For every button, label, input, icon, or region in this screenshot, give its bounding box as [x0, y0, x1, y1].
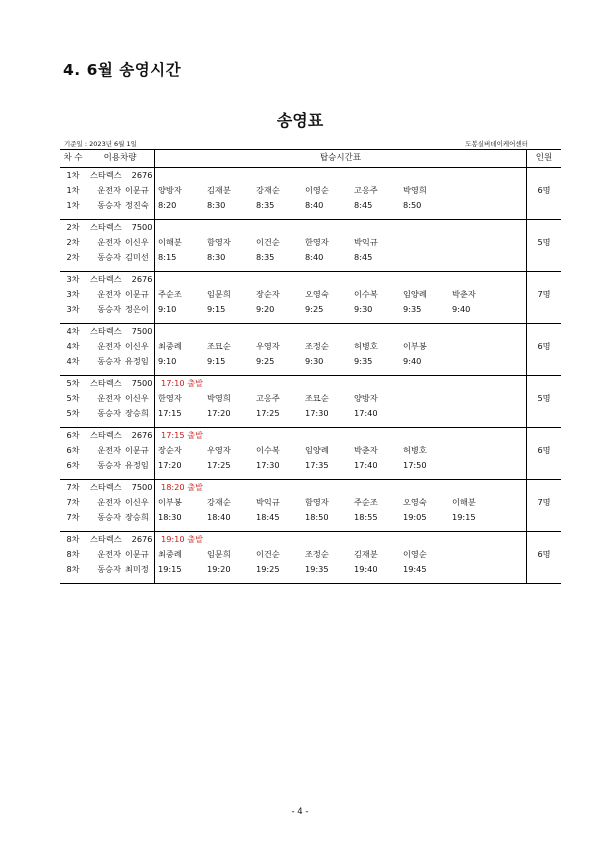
passenger-name: 한영자 — [158, 393, 182, 403]
driver-name: 이신우 — [125, 341, 149, 351]
passenger-name: 고응주 — [354, 185, 378, 195]
vehicle-model: 스타렉스 — [90, 482, 122, 492]
trip-no: 5차 — [60, 376, 86, 392]
passenger-name: 임양례 — [305, 445, 329, 455]
driver-role: 운전자 — [97, 289, 121, 299]
passenger-name: 양방자 — [158, 185, 182, 195]
table-row — [60, 547, 561, 562]
helper-cell — [86, 510, 155, 525]
helper-role: 동승자 — [97, 356, 121, 366]
departure-time: 17:15 출발 — [161, 430, 204, 440]
passenger-name: 강재순 — [256, 185, 280, 195]
trip-no: 7차 — [60, 480, 86, 496]
departure-cell — [155, 168, 527, 184]
capacity-cell — [527, 480, 562, 496]
document-title: 송영표 — [276, 111, 324, 130]
vehicle-number: 2676 — [131, 534, 153, 544]
helper-cell — [86, 562, 155, 577]
vehicle-model: 스타렉스 — [90, 430, 122, 440]
driver-name: 이신우 — [125, 393, 149, 403]
passenger-name: 오영숙 — [305, 289, 329, 299]
spacer-cell — [527, 577, 562, 584]
vehicle-cell — [86, 532, 155, 548]
driver-cell — [86, 183, 155, 198]
header-schedule: 탑승시간표 — [155, 150, 527, 168]
helper-role: 동승자 — [97, 304, 121, 314]
table-row — [60, 302, 561, 317]
passenger-name: 임양례 — [403, 289, 427, 299]
departure-cell — [155, 220, 527, 236]
trip-no: 6차 — [66, 460, 80, 470]
vehicle-number: 2676 — [131, 170, 153, 180]
passenger-name: 주순조 — [158, 289, 182, 299]
capacity-cell — [527, 458, 562, 473]
vehicle-number: 7500 — [131, 222, 153, 232]
table-row — [60, 324, 561, 340]
departure-cell — [155, 272, 527, 288]
boarding-time: 17:40 — [354, 460, 378, 470]
driver-name: 이문규 — [125, 185, 149, 195]
boarding-time: 8:40 — [305, 252, 324, 262]
helper-name: 정은이 — [125, 304, 149, 314]
passenger-name: 박춘자 — [354, 445, 378, 455]
passenger-cell — [155, 547, 527, 562]
boarding-time: 8:20 — [158, 200, 177, 210]
vehicle-cell — [86, 220, 155, 236]
boarding-time: 18:45 — [256, 512, 280, 522]
table-row — [60, 480, 561, 496]
passenger-cell — [155, 339, 527, 354]
table-row — [60, 220, 561, 236]
trip-no: 2차 — [60, 220, 86, 236]
boarding-time: 17:25 — [256, 408, 280, 418]
boarding-time: 9:15 — [207, 356, 226, 366]
boarding-time: 18:40 — [207, 512, 231, 522]
boarding-time: 8:35 — [256, 200, 275, 210]
departure-cell — [155, 480, 527, 496]
organization-name: 도봉실버데이케어센터 — [465, 140, 528, 148]
driver-role: 운전자 — [97, 497, 121, 507]
table-row — [60, 391, 561, 406]
time-cell — [155, 406, 527, 421]
trip-no: 1차 — [66, 185, 80, 195]
departure-cell — [155, 376, 527, 392]
passenger-name: 장순자 — [158, 445, 182, 455]
helper-name: 유정임 — [125, 356, 149, 366]
capacity-cell — [527, 376, 562, 392]
table-row — [60, 510, 561, 525]
driver-role: 운전자 — [97, 341, 121, 351]
table-row — [60, 376, 561, 392]
passenger-name: 조묘순 — [305, 393, 329, 403]
boarding-time: 9:20 — [256, 304, 275, 314]
trip-no: 2차 — [66, 237, 80, 247]
boarding-time: 8:45 — [354, 200, 373, 210]
driver-cell — [86, 547, 155, 562]
capacity-count: 6명 — [527, 183, 562, 198]
boarding-time: 8:45 — [354, 252, 373, 262]
passenger-name: 이해분 — [158, 237, 182, 247]
boarding-time: 17:30 — [305, 408, 329, 418]
helper-role: 동승자 — [97, 460, 121, 470]
table-row — [60, 495, 561, 510]
driver-role: 운전자 — [97, 185, 121, 195]
passenger-name: 허병호 — [403, 445, 427, 455]
table-row — [60, 532, 561, 548]
passenger-name: 양방자 — [354, 393, 378, 403]
table-row — [60, 287, 561, 302]
passenger-cell — [155, 443, 527, 458]
passenger-name: 임문희 — [207, 289, 231, 299]
helper-role: 동승자 — [97, 252, 121, 262]
boarding-time: 9:10 — [158, 304, 177, 314]
driver-name: 이문규 — [125, 289, 149, 299]
boarding-time: 19:45 — [403, 564, 427, 574]
trip-no: 6차 — [66, 445, 80, 455]
boarding-time: 9:15 — [207, 304, 226, 314]
boarding-time: 9:35 — [403, 304, 422, 314]
trip-no: 5차 — [66, 408, 80, 418]
boarding-time: 17:25 — [207, 460, 231, 470]
capacity-cell — [527, 198, 562, 213]
helper-cell — [86, 250, 155, 265]
helper-cell — [86, 198, 155, 213]
passenger-name: 조정순 — [305, 549, 329, 559]
passenger-cell — [155, 235, 527, 250]
capacity-cell — [527, 406, 562, 421]
trip-no: 3차 — [60, 272, 86, 288]
schedule-table — [60, 149, 561, 584]
capacity-cell — [527, 272, 562, 288]
capacity-cell — [527, 532, 562, 548]
passenger-cell — [155, 287, 527, 302]
passenger-name: 강재순 — [207, 497, 231, 507]
passenger-cell — [155, 183, 527, 198]
table-row — [60, 458, 561, 473]
driver-role: 운전자 — [97, 393, 121, 403]
trip-no: 4차 — [66, 356, 80, 366]
departure-cell — [155, 532, 527, 548]
trip-no: 7차 — [66, 512, 80, 522]
boarding-time: 19:05 — [403, 512, 427, 522]
helper-role: 동승자 — [97, 564, 121, 574]
capacity-cell — [527, 562, 562, 577]
spacer-cell — [86, 577, 155, 584]
boarding-time: 8:40 — [305, 200, 324, 210]
passenger-name: 함영자 — [305, 497, 329, 507]
boarding-time: 18:50 — [305, 512, 329, 522]
boarding-time: 19:20 — [207, 564, 231, 574]
boarding-time: 17:20 — [207, 408, 231, 418]
capacity-cell — [527, 220, 562, 236]
passenger-name: 함영자 — [207, 237, 231, 247]
capacity-cell — [527, 510, 562, 525]
helper-cell — [86, 302, 155, 317]
boarding-time: 9:40 — [452, 304, 471, 314]
vehicle-model: 스타렉스 — [90, 534, 122, 544]
vehicle-number: 7500 — [131, 326, 153, 336]
helper-cell — [86, 406, 155, 421]
vehicle-number: 2676 — [131, 430, 153, 440]
passenger-name: 이건순 — [256, 549, 280, 559]
trip-no: 7차 — [66, 497, 80, 507]
driver-name: 이신우 — [125, 497, 149, 507]
capacity-count: 7명 — [527, 287, 562, 302]
capacity-cell — [527, 324, 562, 340]
table-header-row — [60, 150, 561, 168]
passenger-name: 우영자 — [207, 445, 231, 455]
passenger-name: 박춘자 — [452, 289, 476, 299]
table-row — [60, 406, 561, 421]
trip-no: 6차 — [60, 428, 86, 444]
passenger-name: 이영순 — [305, 185, 329, 195]
trip-no: 8차 — [66, 564, 80, 574]
boarding-time: 19:15 — [452, 512, 476, 522]
table-row — [60, 562, 561, 577]
capacity-cell — [527, 250, 562, 265]
passenger-cell — [155, 495, 527, 510]
header-vehicle: 이용차량 — [86, 150, 155, 168]
boarding-time: 9:10 — [158, 356, 177, 366]
boarding-time: 17:20 — [158, 460, 182, 470]
table-row — [60, 339, 561, 354]
passenger-name: 임문희 — [207, 549, 231, 559]
vehicle-model: 스타렉스 — [90, 170, 122, 180]
boarding-time: 8:30 — [207, 200, 226, 210]
boarding-time: 8:30 — [207, 252, 226, 262]
section-heading: 4. 6월 송영시간 — [63, 61, 182, 79]
helper-name: 김미선 — [125, 252, 149, 262]
boarding-time: 9:35 — [354, 356, 373, 366]
capacity-cell — [527, 428, 562, 444]
boarding-time: 17:15 — [158, 408, 182, 418]
driver-cell — [86, 443, 155, 458]
time-cell — [155, 250, 527, 265]
table-row — [60, 235, 561, 250]
vehicle-cell — [86, 324, 155, 340]
boarding-time: 8:15 — [158, 252, 177, 262]
schedule-body — [60, 168, 561, 584]
time-cell — [155, 562, 527, 577]
helper-name: 최미정 — [125, 564, 149, 574]
table-row — [60, 428, 561, 444]
reference-date: 기준일 : 2023년 6월 1일 — [64, 140, 137, 148]
driver-cell — [86, 235, 155, 250]
trip-no: 2차 — [66, 252, 80, 262]
table-row — [60, 250, 561, 265]
passenger-name: 이수복 — [256, 445, 280, 455]
trip-no: 3차 — [66, 289, 80, 299]
departure-time: 17:10 출발 — [161, 378, 204, 388]
driver-name: 이신우 — [125, 237, 149, 247]
passenger-name: 이영순 — [403, 549, 427, 559]
driver-cell — [86, 287, 155, 302]
driver-name: 이문규 — [125, 549, 149, 559]
boarding-time: 9:25 — [256, 356, 275, 366]
vehicle-model: 스타렉스 — [90, 326, 122, 336]
time-cell — [155, 198, 527, 213]
boarding-time: 17:50 — [403, 460, 427, 470]
boarding-time: 17:40 — [354, 408, 378, 418]
passenger-name: 장순자 — [256, 289, 280, 299]
boarding-time: 9:40 — [403, 356, 422, 366]
passenger-name: 이해분 — [452, 497, 476, 507]
passenger-name: 허병호 — [354, 341, 378, 351]
vehicle-number: 2676 — [131, 274, 153, 284]
capacity-count: 6명 — [527, 547, 562, 562]
driver-name: 이문규 — [125, 445, 149, 455]
passenger-name: 이부봉 — [403, 341, 427, 351]
boarding-time: 17:35 — [305, 460, 329, 470]
page-number: - 4 - — [291, 807, 309, 817]
helper-cell — [86, 458, 155, 473]
table-row — [60, 443, 561, 458]
vehicle-cell — [86, 168, 155, 184]
trip-no: 8차 — [66, 549, 80, 559]
vehicle-cell — [86, 480, 155, 496]
capacity-count: 6명 — [527, 443, 562, 458]
driver-cell — [86, 495, 155, 510]
capacity-count: 5명 — [527, 391, 562, 406]
boarding-time: 18:55 — [354, 512, 378, 522]
boarding-time: 9:30 — [305, 356, 324, 366]
trip-no: 4차 — [60, 324, 86, 340]
capacity-cell — [527, 302, 562, 317]
helper-role: 동승자 — [97, 512, 121, 522]
boarding-time: 19:40 — [354, 564, 378, 574]
helper-name: 장승희 — [125, 408, 149, 418]
driver-cell — [86, 339, 155, 354]
passenger-name: 오영숙 — [403, 497, 427, 507]
boarding-time: 18:30 — [158, 512, 182, 522]
trip-no: 4차 — [66, 341, 80, 351]
table-row — [60, 354, 561, 369]
table-row — [60, 272, 561, 288]
passenger-name: 주순조 — [354, 497, 378, 507]
capacity-count: 5명 — [527, 235, 562, 250]
driver-cell — [86, 391, 155, 406]
helper-role: 동승자 — [97, 200, 121, 210]
boarding-time: 8:35 — [256, 252, 275, 262]
boarding-time: 9:30 — [354, 304, 373, 314]
vehicle-cell — [86, 376, 155, 392]
vehicle-number: 7500 — [131, 482, 153, 492]
trip-no: 3차 — [66, 304, 80, 314]
passenger-name: 박영희 — [207, 393, 231, 403]
trip-no: 1차 — [60, 168, 86, 184]
passenger-name: 박익규 — [256, 497, 280, 507]
meta-row — [60, 137, 560, 149]
passenger-name: 박영희 — [403, 185, 427, 195]
passenger-name: 이부봉 — [158, 497, 182, 507]
passenger-name: 한영자 — [305, 237, 329, 247]
driver-role: 운전자 — [97, 237, 121, 247]
departure-time: 19:10 출발 — [161, 534, 204, 544]
departure-cell — [155, 324, 527, 340]
trip-no: 1차 — [66, 200, 80, 210]
passenger-name: 이건순 — [256, 237, 280, 247]
capacity-count: 7명 — [527, 495, 562, 510]
passenger-cell — [155, 391, 527, 406]
spacer-cell — [155, 577, 527, 584]
helper-name: 유정임 — [125, 460, 149, 470]
passenger-name: 김재분 — [354, 549, 378, 559]
vehicle-cell — [86, 428, 155, 444]
time-cell — [155, 302, 527, 317]
vehicle-model: 스타렉스 — [90, 222, 122, 232]
passenger-name: 고응주 — [256, 393, 280, 403]
table-row — [60, 198, 561, 213]
vehicle-model: 스타렉스 — [90, 274, 122, 284]
helper-name: 장승희 — [125, 512, 149, 522]
capacity-cell — [527, 354, 562, 369]
boarding-time: 17:30 — [256, 460, 280, 470]
boarding-time: 9:25 — [305, 304, 324, 314]
header-capacity: 인원 — [527, 150, 562, 168]
passenger-name: 조묘순 — [207, 341, 231, 351]
time-cell — [155, 458, 527, 473]
helper-role: 동승자 — [97, 408, 121, 418]
passenger-name: 김재분 — [207, 185, 231, 195]
trip-no: 5차 — [66, 393, 80, 403]
spacer-cell — [60, 577, 86, 584]
vehicle-model: 스타렉스 — [90, 378, 122, 388]
time-cell — [155, 510, 527, 525]
boarding-time: 8:50 — [403, 200, 422, 210]
departure-cell — [155, 428, 527, 444]
passenger-name: 우영자 — [256, 341, 280, 351]
table-row — [60, 168, 561, 184]
boarding-time: 19:15 — [158, 564, 182, 574]
passenger-name: 최중례 — [158, 549, 182, 559]
capacity-count: 6명 — [527, 339, 562, 354]
driver-role: 운전자 — [97, 549, 121, 559]
vehicle-number: 7500 — [131, 378, 153, 388]
driver-role: 운전자 — [97, 445, 121, 455]
header-no: 차 수 — [60, 150, 86, 168]
helper-cell — [86, 354, 155, 369]
trip-no: 8차 — [60, 532, 86, 548]
boarding-time: 19:25 — [256, 564, 280, 574]
capacity-cell — [527, 168, 562, 184]
passenger-name: 조정순 — [305, 341, 329, 351]
passenger-name: 이수복 — [354, 289, 378, 299]
departure-time: 18:20 출발 — [161, 482, 204, 492]
vehicle-cell — [86, 272, 155, 288]
boarding-time: 19:35 — [305, 564, 329, 574]
helper-name: 정진숙 — [125, 200, 149, 210]
time-cell — [155, 354, 527, 369]
passenger-name: 최중례 — [158, 341, 182, 351]
passenger-name: 박익규 — [354, 237, 378, 247]
group-spacer — [60, 577, 561, 584]
table-row — [60, 183, 561, 198]
